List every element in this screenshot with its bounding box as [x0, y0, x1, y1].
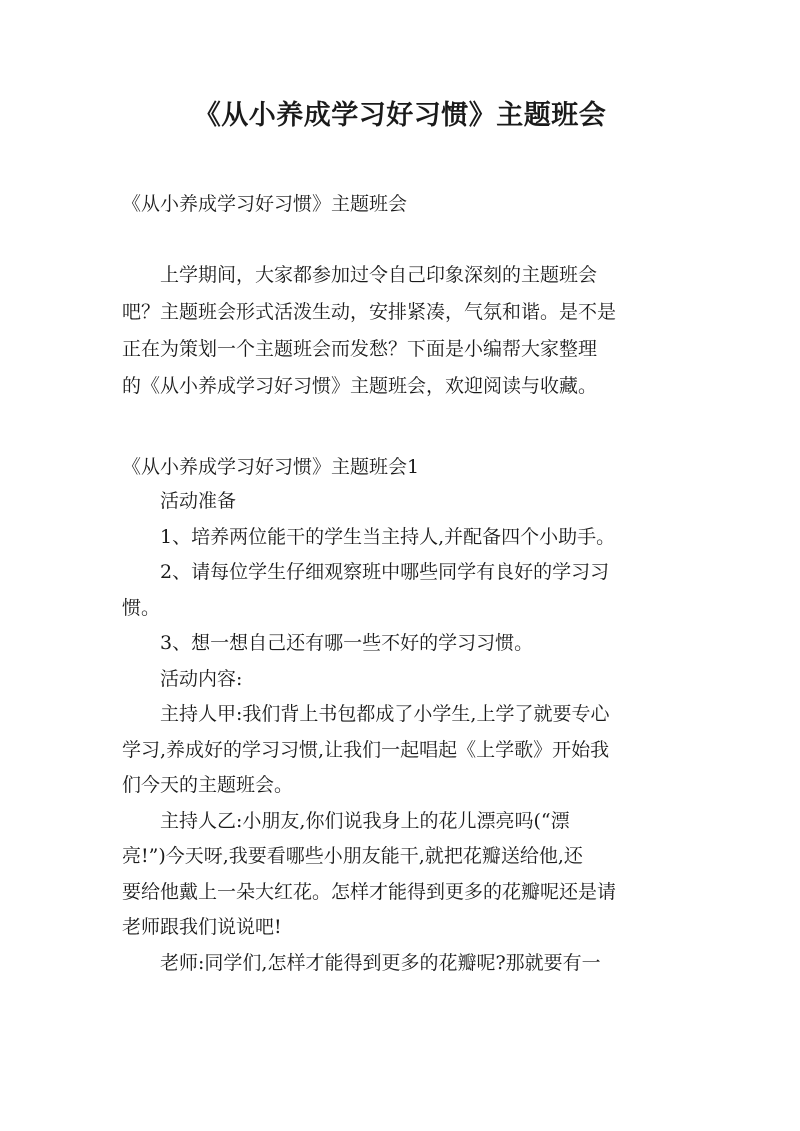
- body-line: 要给他戴上一朵大红花。怎样才能得到更多的花瓣呢还是请: [122, 880, 617, 903]
- body-line: 1、培养两位能干的学生当主持人,并配备四个小助手。: [122, 525, 616, 548]
- body-text: [122, 484, 682, 981]
- body-line: 活动内容:: [122, 667, 243, 690]
- document-title: 《从小养成学习好习惯》主题班会: [193, 100, 607, 131]
- body-line: 亮!”)今天呀,我要看哪些小朋友能干,就把花瓣送给他,还: [122, 845, 583, 867]
- body-line: 3、想一想自己还有哪一些不好的学习习惯。: [122, 632, 534, 654]
- body-line: 2、请每位学生仔细观察班中哪些同学有良好的学习习: [122, 561, 610, 583]
- body-line: 们今天的主题班会。: [122, 774, 294, 796]
- section-heading: 《从小养成学习好习惯》主题班会1: [122, 456, 420, 478]
- intro-line: 正在为策划一个主题班会而发愁？下面是小编帮大家整理: [122, 338, 598, 360]
- intro-line: 上学期间，大家都参加过令自己印象深刻的主题班会: [122, 264, 598, 286]
- intro-line: 吧？主题班会形式活泼生动，安排紧凑，气氛和谐。是不是: [122, 301, 617, 323]
- body-line: 老师:同学们,怎样才能得到更多的花瓣呢?那就要有一: [122, 951, 601, 974]
- intro-line: 的《从小养成学习好习惯》主题班会，欢迎阅读与收藏。: [122, 375, 598, 397]
- intro-paragraph: [122, 257, 682, 405]
- body-line: 主持人甲:我们背上书包都成了小学生,上学了就要专心: [122, 703, 610, 725]
- body-line: 惯。: [122, 596, 161, 619]
- body-line: 活动准备: [122, 490, 237, 512]
- body-line: 学习,养成好的学习习惯,让我们一起唱起《上学歌》开始我: [122, 738, 610, 761]
- document-subtitle: 《从小养成学习好习惯》主题班会: [122, 193, 408, 215]
- body-line: 老师跟我们说说吧!: [122, 916, 282, 938]
- body-line: 主持人乙:小朋友,你们说我身上的花儿漂亮吗(“漂: [122, 809, 570, 832]
